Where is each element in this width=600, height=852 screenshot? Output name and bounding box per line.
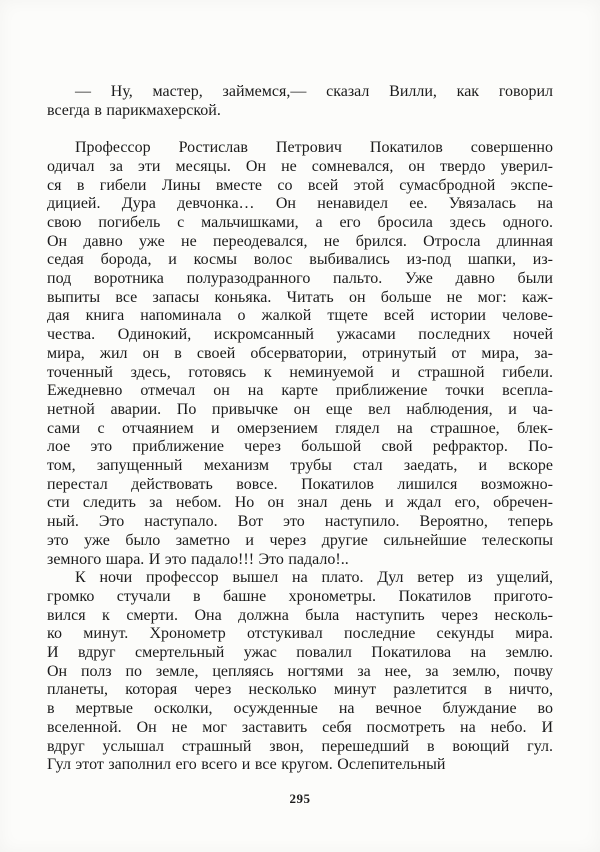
text-line: лое это приближение через большой свой рефрактор. По-	[47, 438, 553, 456]
text-line: чества. Одинокий, искромсанный ужасами последних ночей	[47, 326, 553, 344]
text-line: свою погибель с мальчишками, а его бросила здесь одного.	[47, 213, 553, 231]
text-line: под воротника полуразодранного пальто. Уже давно были	[47, 270, 553, 288]
text-line: ся в гибели Лины вместе со всей этой сумасбродной экспе-	[47, 176, 553, 194]
paragraph	[47, 83, 553, 120]
paragraph	[47, 569, 553, 775]
text-line: выпиты все запасы коньяка. Читать он больше не мог: каж-	[47, 288, 553, 306]
text-line: мира, жил он в своей обсерватории, отринутый от мира, за-	[47, 344, 553, 362]
text-line: вдруг услышал страшный звон, перешедший в воющий гул.	[47, 737, 553, 755]
text-line: в мертвые осколки, осужденные на вечное блуждание во	[47, 700, 553, 718]
text-line: дая книга напоминала о жалкой тщете всей истории челове-	[47, 307, 553, 325]
text-line: всегда в парикмахерской.	[47, 101, 221, 119]
text-line: Он полз по земле, цепляясь ногтями за нее, за землю, почву	[47, 662, 553, 680]
text-block	[47, 83, 553, 775]
text-line: Ежедневно отмечал он на карте приближение точки всепла-	[47, 382, 553, 400]
text-line: нетной аварии. По привычке он еще вел наблюдения, и ча-	[47, 400, 553, 418]
text-line: ко минут. Хронометр отстукивал последние секунды мира.	[47, 625, 553, 643]
text-line: перестал действовать вовсе. Покатилов лишился возможно-	[47, 475, 553, 493]
page-number: 295	[289, 791, 311, 806]
text-line: это уже было заметно и через другие сильнейшие телескопы	[47, 531, 553, 549]
text-line: вился к смерти. Она должна была наступить через несколь-	[47, 606, 553, 624]
text-line: И вдруг смертельный ужас повалил Покатилова на землю.	[47, 644, 553, 662]
text-line: сами с отчаянием и омерзением глядел на страшное, блек-	[47, 419, 553, 437]
text-line: сти следить за небом. Но он знал день и ждал его, обречен-	[47, 494, 553, 512]
text-line: громко стучали в башне хронометры. Покатилов пригото-	[47, 587, 553, 605]
text-line: земного шара. И это падало!!! Это падало!..	[47, 550, 349, 568]
text-line: Гул этот заполнил его всего и все кругом. Ослепительный	[47, 756, 446, 774]
text-line: Он давно уже не переодевался, не брился. Отросла длинная	[47, 232, 553, 250]
text-line: том, запущенный механизм трубы стал заедать, и вскоре	[47, 457, 553, 475]
text-line: одичал за эти месяцы. Он не сомневался, он твердо уверил-	[47, 157, 553, 175]
text-line: дицией. Дура девчонка… Он ненавидел ее. Увязалась на	[47, 195, 553, 213]
text-line: вселенной. Он не мог заставить себя посмотреть на небо. И	[47, 718, 553, 736]
paragraph	[47, 139, 553, 569]
text-line: Профессор Ростислав Петрович Покатилов совершенно	[75, 139, 553, 157]
text-line: ный. Это наступало. Вот это наступило. Вероятно, теперь	[47, 513, 553, 531]
text-line: К ночи профессор вышел на плато. Дул ветер из ущелий,	[75, 569, 553, 587]
text-line: планеты, которая через несколько минут разлетится в ничто,	[47, 681, 553, 699]
text-line: точенный здесь, готовясь к неминуемой и страшной гибели.	[47, 363, 553, 381]
text-line: седая борода, и космы волос выбивались из-под шапки, из-	[47, 251, 553, 269]
text-line: — Ну, мастер, займемся,— сказал Вилли, как говорил	[75, 83, 553, 100]
